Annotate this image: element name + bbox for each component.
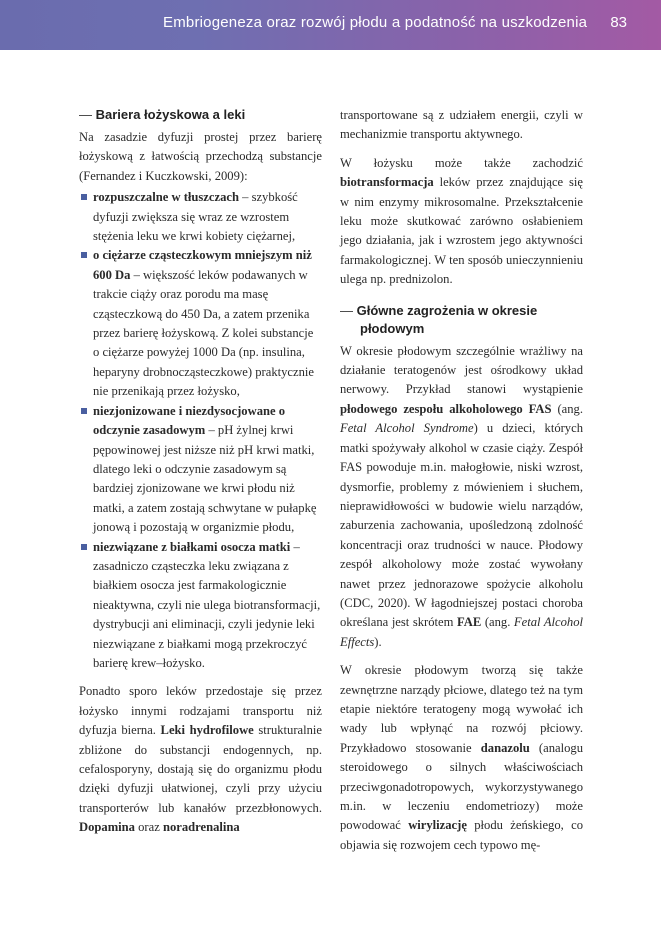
bullet-bold: niezjonizowane i niezdysocjowane o odczynie zasadowym [93, 403, 286, 438]
biotransformation-paragraph [340, 154, 583, 290]
italic-term: Fetal Alcohol Effects [340, 615, 584, 649]
heading-line-2: płodowym [360, 320, 425, 336]
bold-term: wirylizację [408, 818, 467, 833]
bullet-bold: niezwiązane z białkami osocza matki [93, 539, 291, 554]
left-column [79, 106, 322, 838]
bold-term: danazolu [480, 740, 530, 755]
square-bullet-icon [81, 194, 87, 200]
transport-paragraph [79, 682, 322, 837]
text-run: (analogu steroidowego o silnych właściwościach przeciwgonadotropowych, wykorzystywanego m.in. w leczeniu endometriozy) może powodować [340, 740, 583, 833]
bullet-bold: o ciężarze cząsteczkowym mniejszym niż 600 Da [93, 248, 312, 282]
page-number: 83 [610, 14, 627, 31]
text-run: W okresie płodowym szczególnie wrażliwy na działanie teratogenów jest ośrodkowy układ nerwowy. Przykład stanowi wystąpienie [340, 343, 583, 397]
bold-term: Leki hydrofilowe [160, 723, 254, 738]
italic-term: Fetal Alcohol Syndrome [340, 421, 474, 436]
heading-dash: — [340, 302, 353, 318]
bullet-bold: rozpuszczalne w tłuszczach [93, 190, 239, 205]
bold-term: biotransformacja [340, 175, 434, 190]
square-bullet-icon [81, 408, 87, 414]
page-header [0, 0, 661, 50]
text-run: ) u dzieci, których matki spożywały alkohol w czasie ciąży. Zespół FAS powoduje m.in. małogłowie, niski wzrost, dysmorfie, problemy z mówieniem i słuchem, nieprawidłowości w budowie wielu narządów, zaburzenia zachowania, upośledzoną zdolność koncentracji oraz trudności w nauce. Płodowy zespół alkoholowy może zostać wywołany nawet przez jednorazowe spożycie alkoholu (CDC, 2020). W łagodniejszej postaci choroba określana jest skrótem [340, 421, 583, 630]
bullet-text: – szybkość dyfuzji zwiększa się wraz ze wzrostem stężenia leku we krwi kobiety ciężarnej, [93, 190, 298, 244]
text-run: (ang. [481, 615, 514, 630]
list-item [79, 246, 322, 401]
heading-text: Bariera łożyskowa a leki [95, 107, 246, 122]
text-run: W okresie płodowym tworzą się także zewnętrzne narządy płciowe, dlatego też na tym etapie niektóre teratogeny mogą wywołać ich wady lub wpłynąć na rozwój płciowy. Przykładowo stosowanie [340, 663, 583, 755]
continued-paragraph: transportowane są z udziałem energii, czyli w mechanizmie transportu aktywnego. [340, 108, 583, 142]
bullet-text: – zasadniczo cząsteczka leku związana z białkiem osocza jest farmakologicznie nieaktywna, czyli nie ulega biotransformacji, dystrybucji ani eliminacji, czyli jedynie leki niezwiązane z białkami mogą przekroczyć barierę krew–łożysko. [93, 539, 321, 670]
heading-line-1: Główne zagrożenia w okresie [356, 302, 538, 318]
square-bullet-icon [81, 252, 87, 258]
text-run: Ponadto sporo leków przedostaje się przez łożysko innymi rodzajami transportu niż dyfuzja bierna. [79, 684, 322, 738]
text-run: W łożysku może także zachodzić [340, 155, 583, 170]
bullet-text: – większość leków podawanych w trakcie ciąży oraz porodu ma masę cząsteczkową do 450 Da, a zatem przenika przez barierę łożyskową. Z kolei substancje o ciężarze powyżej 1000 Da (np. insulina, heparyny drobnocząsteczkowe) praktycznie nie przenikają przez łożysko, [93, 267, 314, 399]
bold-term: płodowego zespołu alkoholowego FAS [340, 401, 552, 416]
list-item [79, 188, 322, 246]
text-run: strukturalnie zbliżone do substancji endogennych, np. cefalosporyny, dostają się do organizmu płodu dzięki dyfuzji ułatwionej, czyli przy użyciu transporterów lub kanałów przezbłonowych. [79, 723, 322, 815]
square-bullet-icon [81, 544, 87, 550]
bullet-list [79, 188, 322, 673]
bold-term: Dopamina [79, 820, 135, 835]
bold-term: FAE [457, 615, 482, 630]
bullet-text: – pH żylnej krwi pępowinowej jest niższe niż pH krwi matki, dlatego leki o odczynie zasadowym są bardziej zjonizowane we krwi płodu niż matki, a zatem zostają schwytane w pułapkę jonową i pozostają w organizmie płodu, [93, 423, 317, 535]
genital-paragraph [340, 661, 583, 855]
text-run: leków przez znajdujące się w nim enzymy mikrosomalne. Przekształcenie leku może skutkować zarówno osłabieniem jego działania, jak i wzrostem jego aktywności farmakologicznej. W ten sposób unieczynnieniu ulega np. prednizolon. [340, 175, 583, 287]
section-heading-fetal-risks [340, 302, 583, 338]
running-title: Embriogeneza oraz rozwój płodu a podatność na uszkodzenia [163, 14, 588, 31]
list-item [79, 538, 322, 674]
text-run: ). [374, 634, 382, 649]
text-run: (ang. [551, 401, 583, 416]
text-run: oraz [134, 820, 163, 835]
section-heading-placental-barrier [79, 106, 322, 124]
right-column [340, 106, 583, 855]
text-run: płodu żeńskiego, co objawia się rozwojem cech typowo mę- [340, 818, 583, 852]
list-item [79, 402, 322, 538]
heading-dash: — [79, 107, 92, 122]
fas-paragraph [340, 342, 583, 653]
intro-paragraph: Na zasadzie dyfuzji prostej przez barierę łożyskową z łatwością przechodzą substancje (Fernandez i Kuczkowski, 2009): [79, 130, 322, 183]
bold-term: noradrenalina [162, 820, 240, 835]
